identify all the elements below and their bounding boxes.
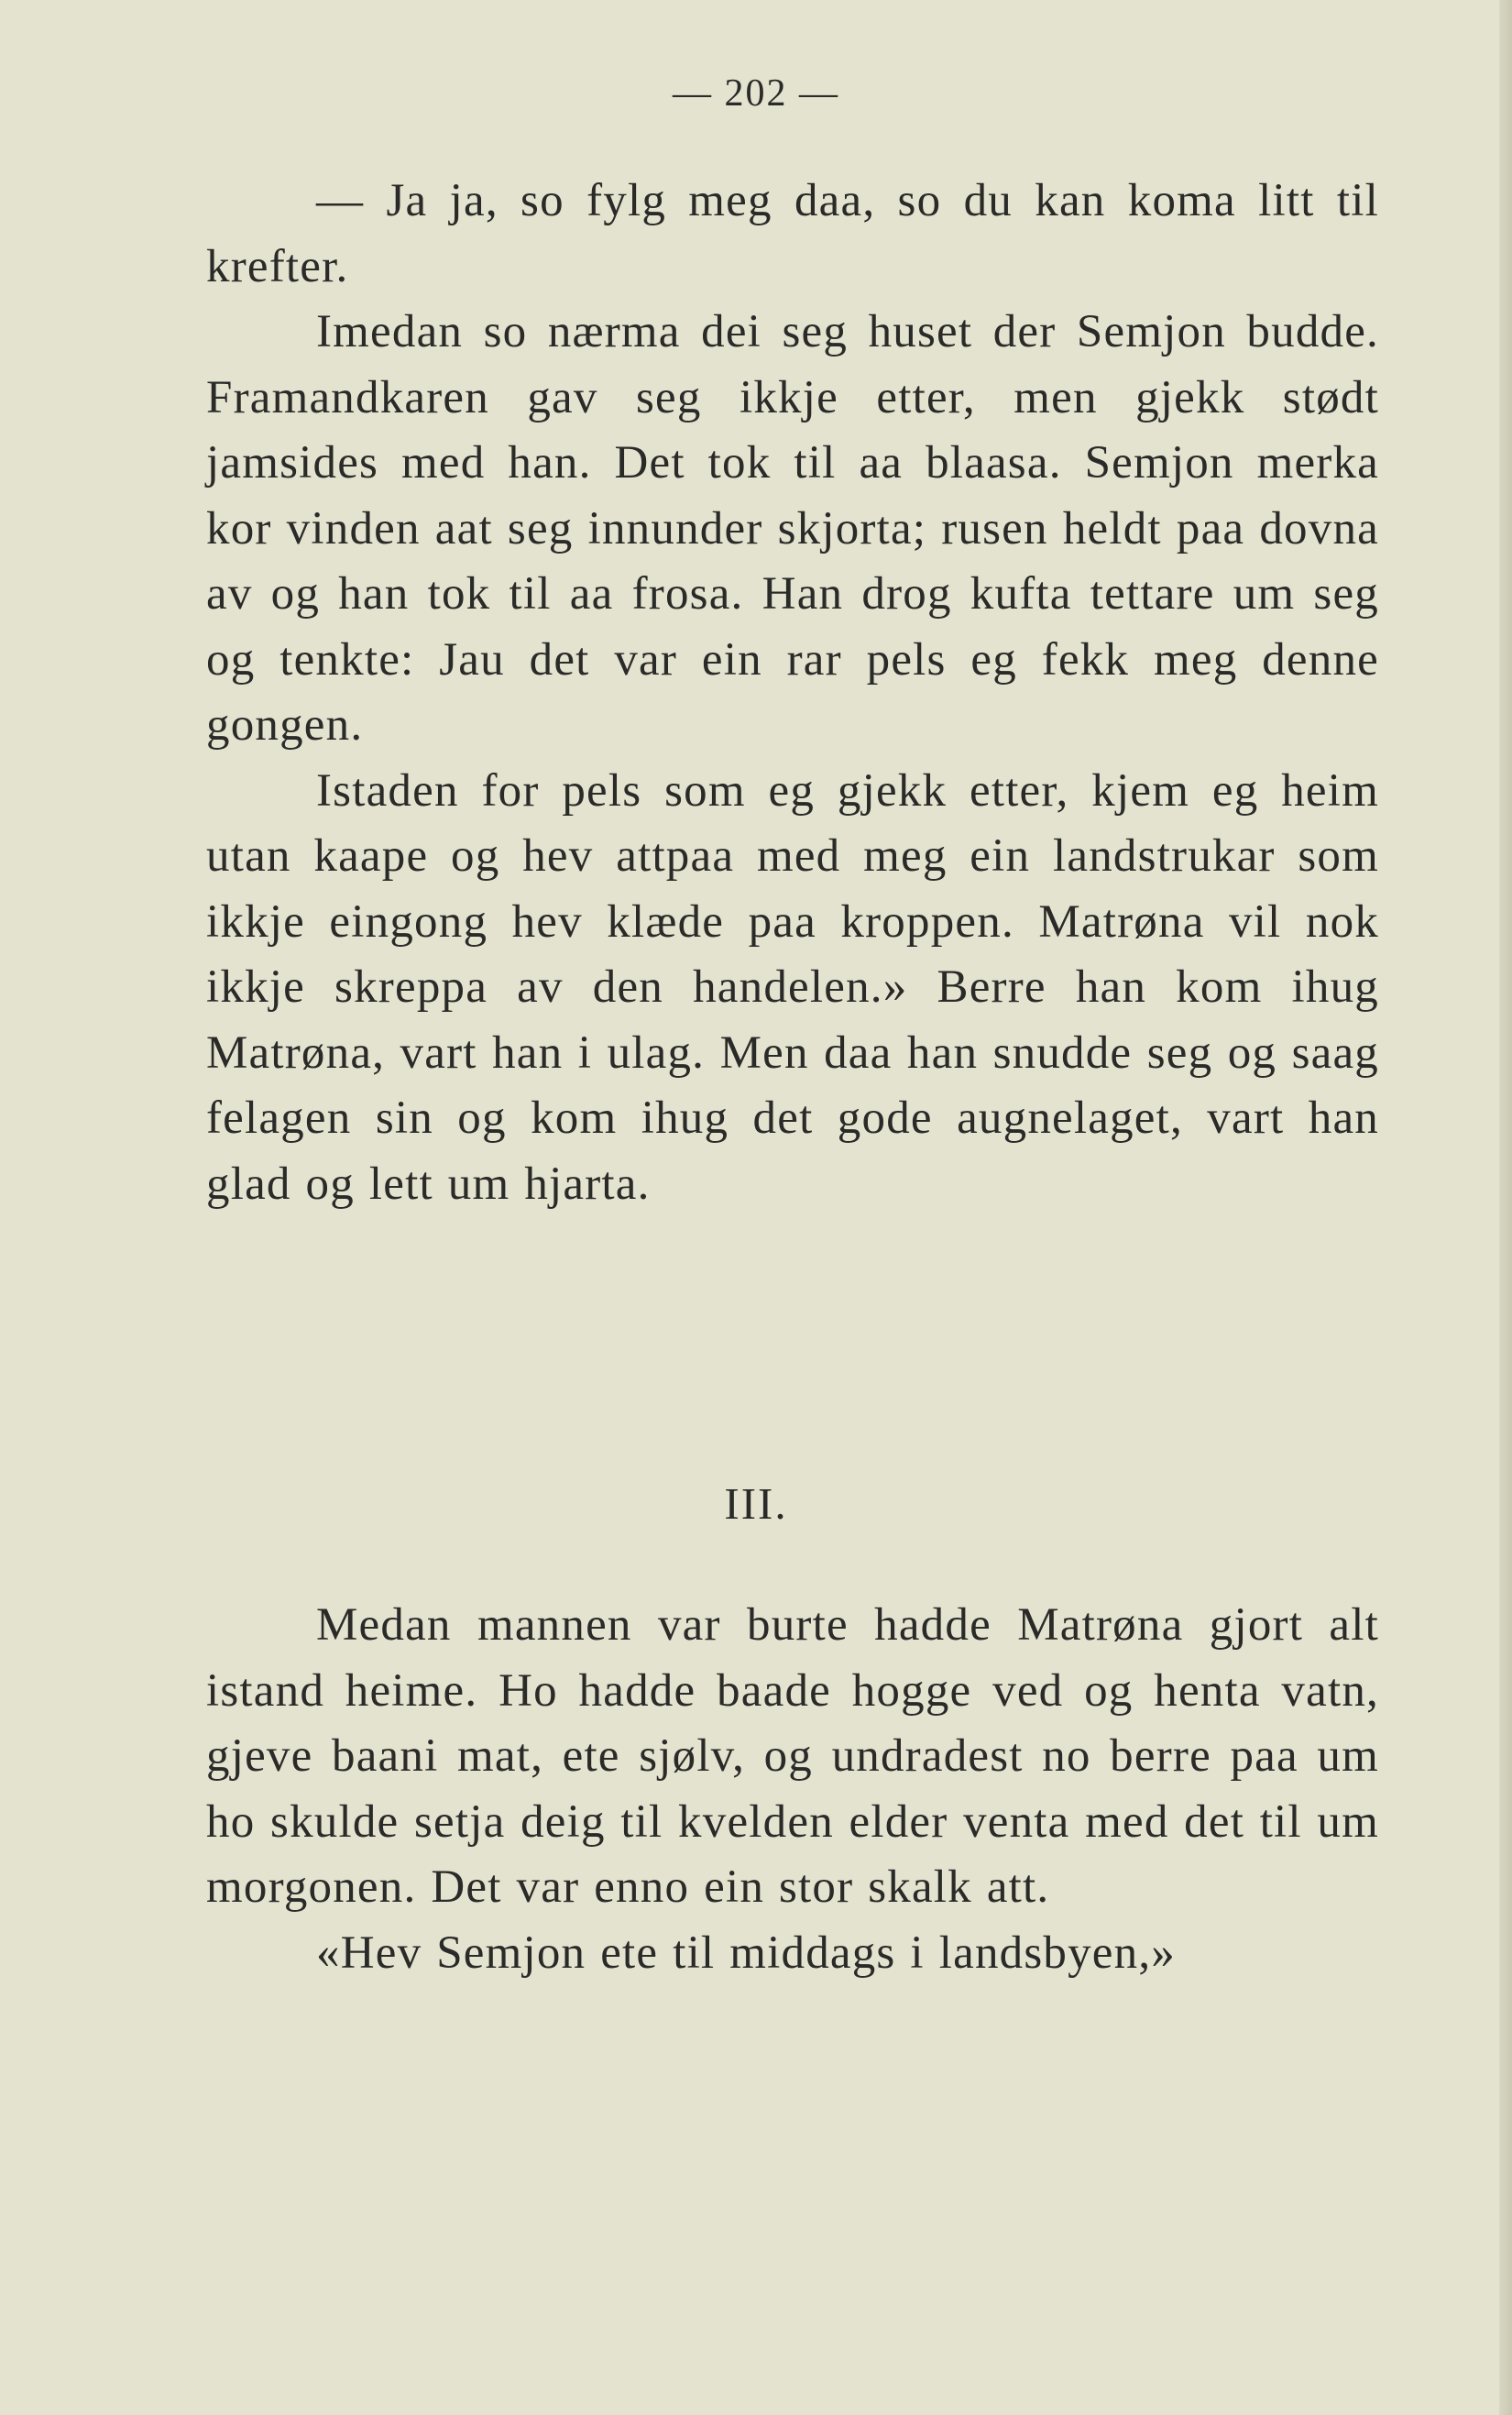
paragraph: — Ja ja, so fylg meg daa, so du kan koma litt til krefter. bbox=[206, 175, 1379, 292]
text-block-before-section bbox=[206, 169, 1379, 1217]
page-edge-shadow bbox=[1499, 0, 1512, 2415]
page-number: — 202 — bbox=[673, 72, 839, 115]
paragraph: «Hev Semjon ete til middags i landsbyen,» bbox=[316, 1927, 1176, 1979]
section-heading: III. bbox=[724, 1478, 788, 1529]
paragraph: Istaden for pels som eg gjekk etter, kjem eg heim utan kaape og hev attpaa med meg ein landstrukar som ikkje eingong hev klæde paa kroppen. Matrøna vil nok ikkje skreppa av den handelen.» Berre han kom ihug Matrøna, vart han i ulag. Men daa han snudde seg og saag felagen sin og kom ihug det gode augnelaget, vart han glad og lett um hjarta. bbox=[206, 764, 1379, 1210]
text-block-after-section bbox=[206, 1593, 1379, 1986]
paragraph: Imedan so nærma dei seg huset der Semjon budde. Framandkaren gav seg ikkje etter, men gjekk stødt jamsides med han. Det tok til aa blaasa. Semjon merka kor vinden aat seg innunder skjorta; rusen heldt paa dovna av og han tok til aa frosa. Han drog kufta tettare um seg og tenkte: Jau det var ein rar pels eg fekk meg denne gongen. bbox=[206, 306, 1379, 751]
paragraph: Medan mannen var burte hadde Matrøna gjort alt istand heime. Ho hadde baade hogge ved og henta vatn, gjeve baani mat, ete sjølv, og undradest no berre paa um ho skulde setja deig til kvelden elder venta med det til um morgonen. Det var enno ein stor skalk att. bbox=[206, 1599, 1379, 1913]
